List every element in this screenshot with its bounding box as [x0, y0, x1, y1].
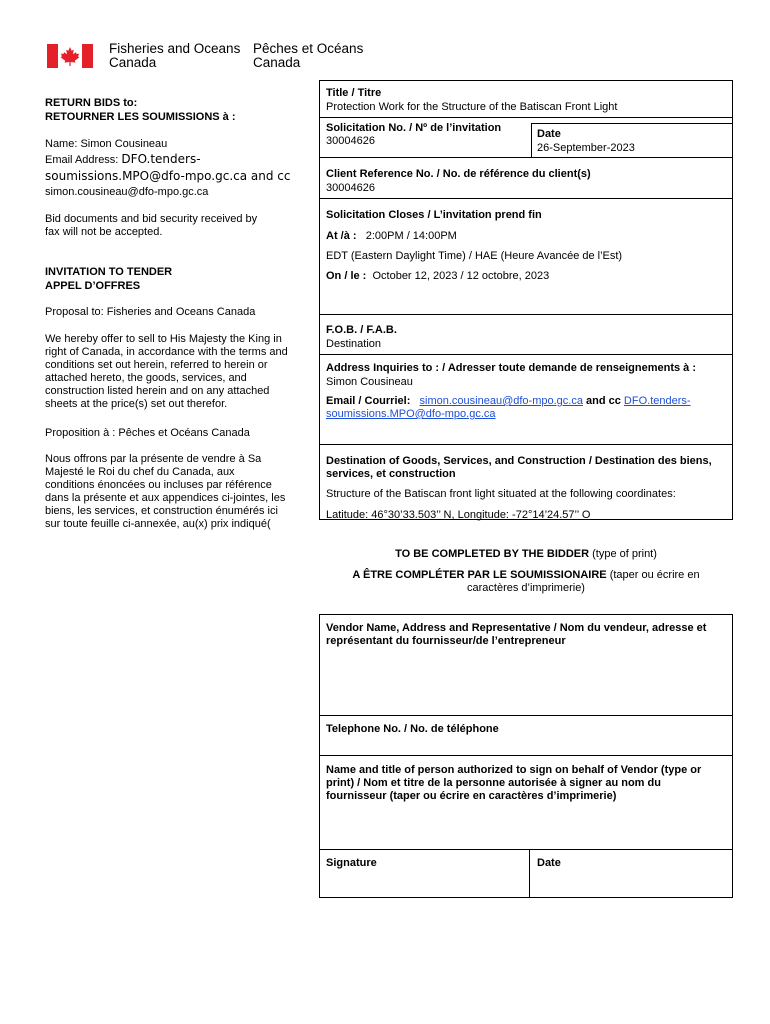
bidder-heading-fr: [319, 569, 733, 582]
offer-en-line: conditions set out herein, referred to herein or: [45, 359, 268, 371]
canada-flag-icon: [47, 44, 93, 68]
invitation-heading-fr: APPEL D’OFFRES: [45, 280, 141, 292]
closes-label: Solicitation Closes / L’invitation prend fin: [326, 209, 542, 221]
vendor-field[interactable]: [322, 652, 730, 712]
offer-paragraph-fr: [45, 453, 305, 531]
government-signature: [47, 42, 367, 72]
return-bids-heading: RETURN BIDS to:: [45, 97, 138, 109]
courriel-row: [326, 395, 691, 408]
authorized-label-line3: fournisseur (taper ou écrire en caractères d’imprimerie): [326, 790, 617, 802]
bidder-heading-fr-rest: (taper ou écrire en: [606, 569, 700, 581]
invitation-heading: INVITATION TO TENDER: [45, 266, 173, 278]
solicitation-value: 30004626: [326, 135, 375, 147]
wordmark-fr-line1: Pêches et Océans: [253, 41, 364, 56]
at-label: At /à :: [326, 230, 357, 242]
contact-email-line: [45, 151, 201, 168]
offer-en-line: construction listed herein and on any attached: [45, 385, 270, 397]
destination-label-line1: Destination of Goods, Services, and Construction / Destination des biens,: [326, 455, 712, 467]
date-label: Date: [537, 128, 561, 140]
courriel-email-link[interactable]: simon.cousineau@dfo-mpo.gc.ca: [419, 395, 583, 407]
wordmark-en-line2: Canada: [109, 55, 157, 70]
offer-fr-line: Nous offrons par la présente de vendre à Sa: [45, 453, 262, 465]
proposal-to: Proposal to: Fisheries and Oceans Canada: [45, 306, 256, 318]
wordmark-en-line1: Fisheries and Oceans: [109, 41, 241, 56]
fax-notice-line1: Bid documents and bid security received by: [45, 213, 258, 225]
coordinates: Latitude: 46°30’33.503’’ N, Longitude: -72°14’24.57’’ O: [326, 509, 591, 521]
offer-fr-line: conditions énoncées ou incluses par référence: [45, 479, 272, 491]
address-inquiries-label: Address Inquiries to : / Adresser toute demande de renseignements à :: [326, 362, 697, 374]
destination-label-line2: services, et construction: [326, 468, 456, 480]
authorized-field[interactable]: [322, 806, 730, 846]
on-value: October 12, 2023 / 12 octobre, 2023: [372, 270, 550, 282]
offer-en-line: We hereby offer to sell to His Majesty the King in: [45, 333, 282, 345]
offer-en-line: sheets at the price(s) set out therefor.: [45, 398, 228, 410]
title-value: Protection Work for the Structure of the Batiscan Front Light: [326, 101, 618, 113]
bidder-heading-en-rest: (type of print): [589, 548, 657, 560]
telephone-field[interactable]: [322, 738, 730, 753]
courriel-row-2: [326, 408, 496, 421]
email-simon: simon.cousineau@dfo-mpo.gc.ca: [45, 186, 209, 198]
solicitation-label: Solicitation No. / Nº de l’invitation: [326, 122, 502, 134]
timezone: EDT (Eastern Daylight Time) / HAE (Heure Avancée de l’Est): [326, 250, 623, 262]
bidder-heading-fr-2: caractères d’imprimerie): [467, 582, 585, 594]
courriel-and-cc: and cc: [582, 395, 624, 407]
proposition-fr: Proposition à : Pêches et Océans Canada: [45, 427, 250, 439]
authorized-label-line1: Name and title of person authorized to sign on behalf of Vendor (type or: [326, 764, 702, 776]
email-tenders-part2: soumissions.MPO@dfo-mpo.gc.ca and cc: [45, 169, 291, 183]
closes-time-row: [326, 230, 457, 243]
signature-label: Signature: [326, 857, 377, 869]
fob-value: Destination: [326, 338, 382, 350]
title-label: Title / Titre: [326, 87, 382, 99]
courriel-label: Email / Courriel:: [326, 395, 411, 407]
bidder-heading-fr-bold: A ÊTRE COMPLÉTER PAR LE SOUMISSIONAIRE: [352, 569, 607, 581]
address-inquiries-value: Simon Cousineau: [326, 376, 413, 388]
offer-fr-line: dans la présente et aux appendices ci-jointes, les: [45, 492, 286, 504]
client-ref-value: 30004626: [326, 182, 375, 194]
offer-en-line: right of Canada, in accordance with the terms and: [45, 346, 288, 358]
vendor-label-line1: Vendor Name, Address and Representative / Nom du vendeur, adresse et: [326, 622, 707, 634]
fax-notice-line2: fax will not be accepted.: [45, 226, 163, 238]
email-prefix: Email Address:: [45, 154, 122, 166]
offer-fr-line: Majesté le Roi du chef du Canada, aux: [45, 466, 235, 478]
bidder-heading-en: [319, 548, 733, 561]
closes-date-row: [326, 270, 549, 283]
destination-value: Structure of the Batiscan front light situated at the following coordinates:: [326, 488, 676, 500]
return-bids-heading-fr: RETOURNER LES SOUMISSIONS à :: [45, 111, 236, 123]
bidder-heading-en-bold: TO BE COMPLETED BY THE BIDDER: [395, 548, 590, 560]
signature-date-field[interactable]: [533, 872, 729, 894]
client-ref-label: Client Reference No. / No. de référence du client(s): [326, 168, 591, 180]
signature-date-label: Date: [537, 857, 561, 869]
courriel-tenders-link[interactable]: DFO.tenders-: [623, 395, 691, 407]
date-value: 26-September-2023: [537, 142, 635, 154]
authorized-label-line2: print) / Nom et titre de la personne autorisée à signer au nom du: [326, 777, 661, 789]
contact-name: Name: Simon Cousineau: [45, 138, 168, 150]
offer-fr-line: biens, les services, et construction énumérés ici: [45, 505, 278, 517]
signature-field[interactable]: [322, 872, 526, 894]
vendor-label-line2: représentant du fournisseur/de l’entrepreneur: [326, 635, 566, 647]
solicitation-info-table: [319, 80, 733, 520]
offer-en-line: attached hereto, the goods, services, and: [45, 372, 247, 384]
telephone-label: Telephone No. / No. de téléphone: [326, 723, 499, 735]
at-value: 2:00PM / 14:00PM: [365, 230, 457, 242]
fob-label: F.O.B. / F.A.B.: [326, 324, 397, 336]
courriel-tenders-link-2[interactable]: soumissions.MPO@dfo-mpo.gc.ca: [326, 408, 496, 420]
on-label: On / le :: [326, 270, 367, 282]
wordmark-fr-line2: Canada: [253, 55, 301, 70]
email-tenders-part1: DFO.tenders-: [121, 152, 201, 166]
offer-paragraph-en: [45, 333, 305, 411]
offer-fr-line: sur toute feuille ci-annexée, au(x) prix indiqué(: [45, 518, 271, 530]
